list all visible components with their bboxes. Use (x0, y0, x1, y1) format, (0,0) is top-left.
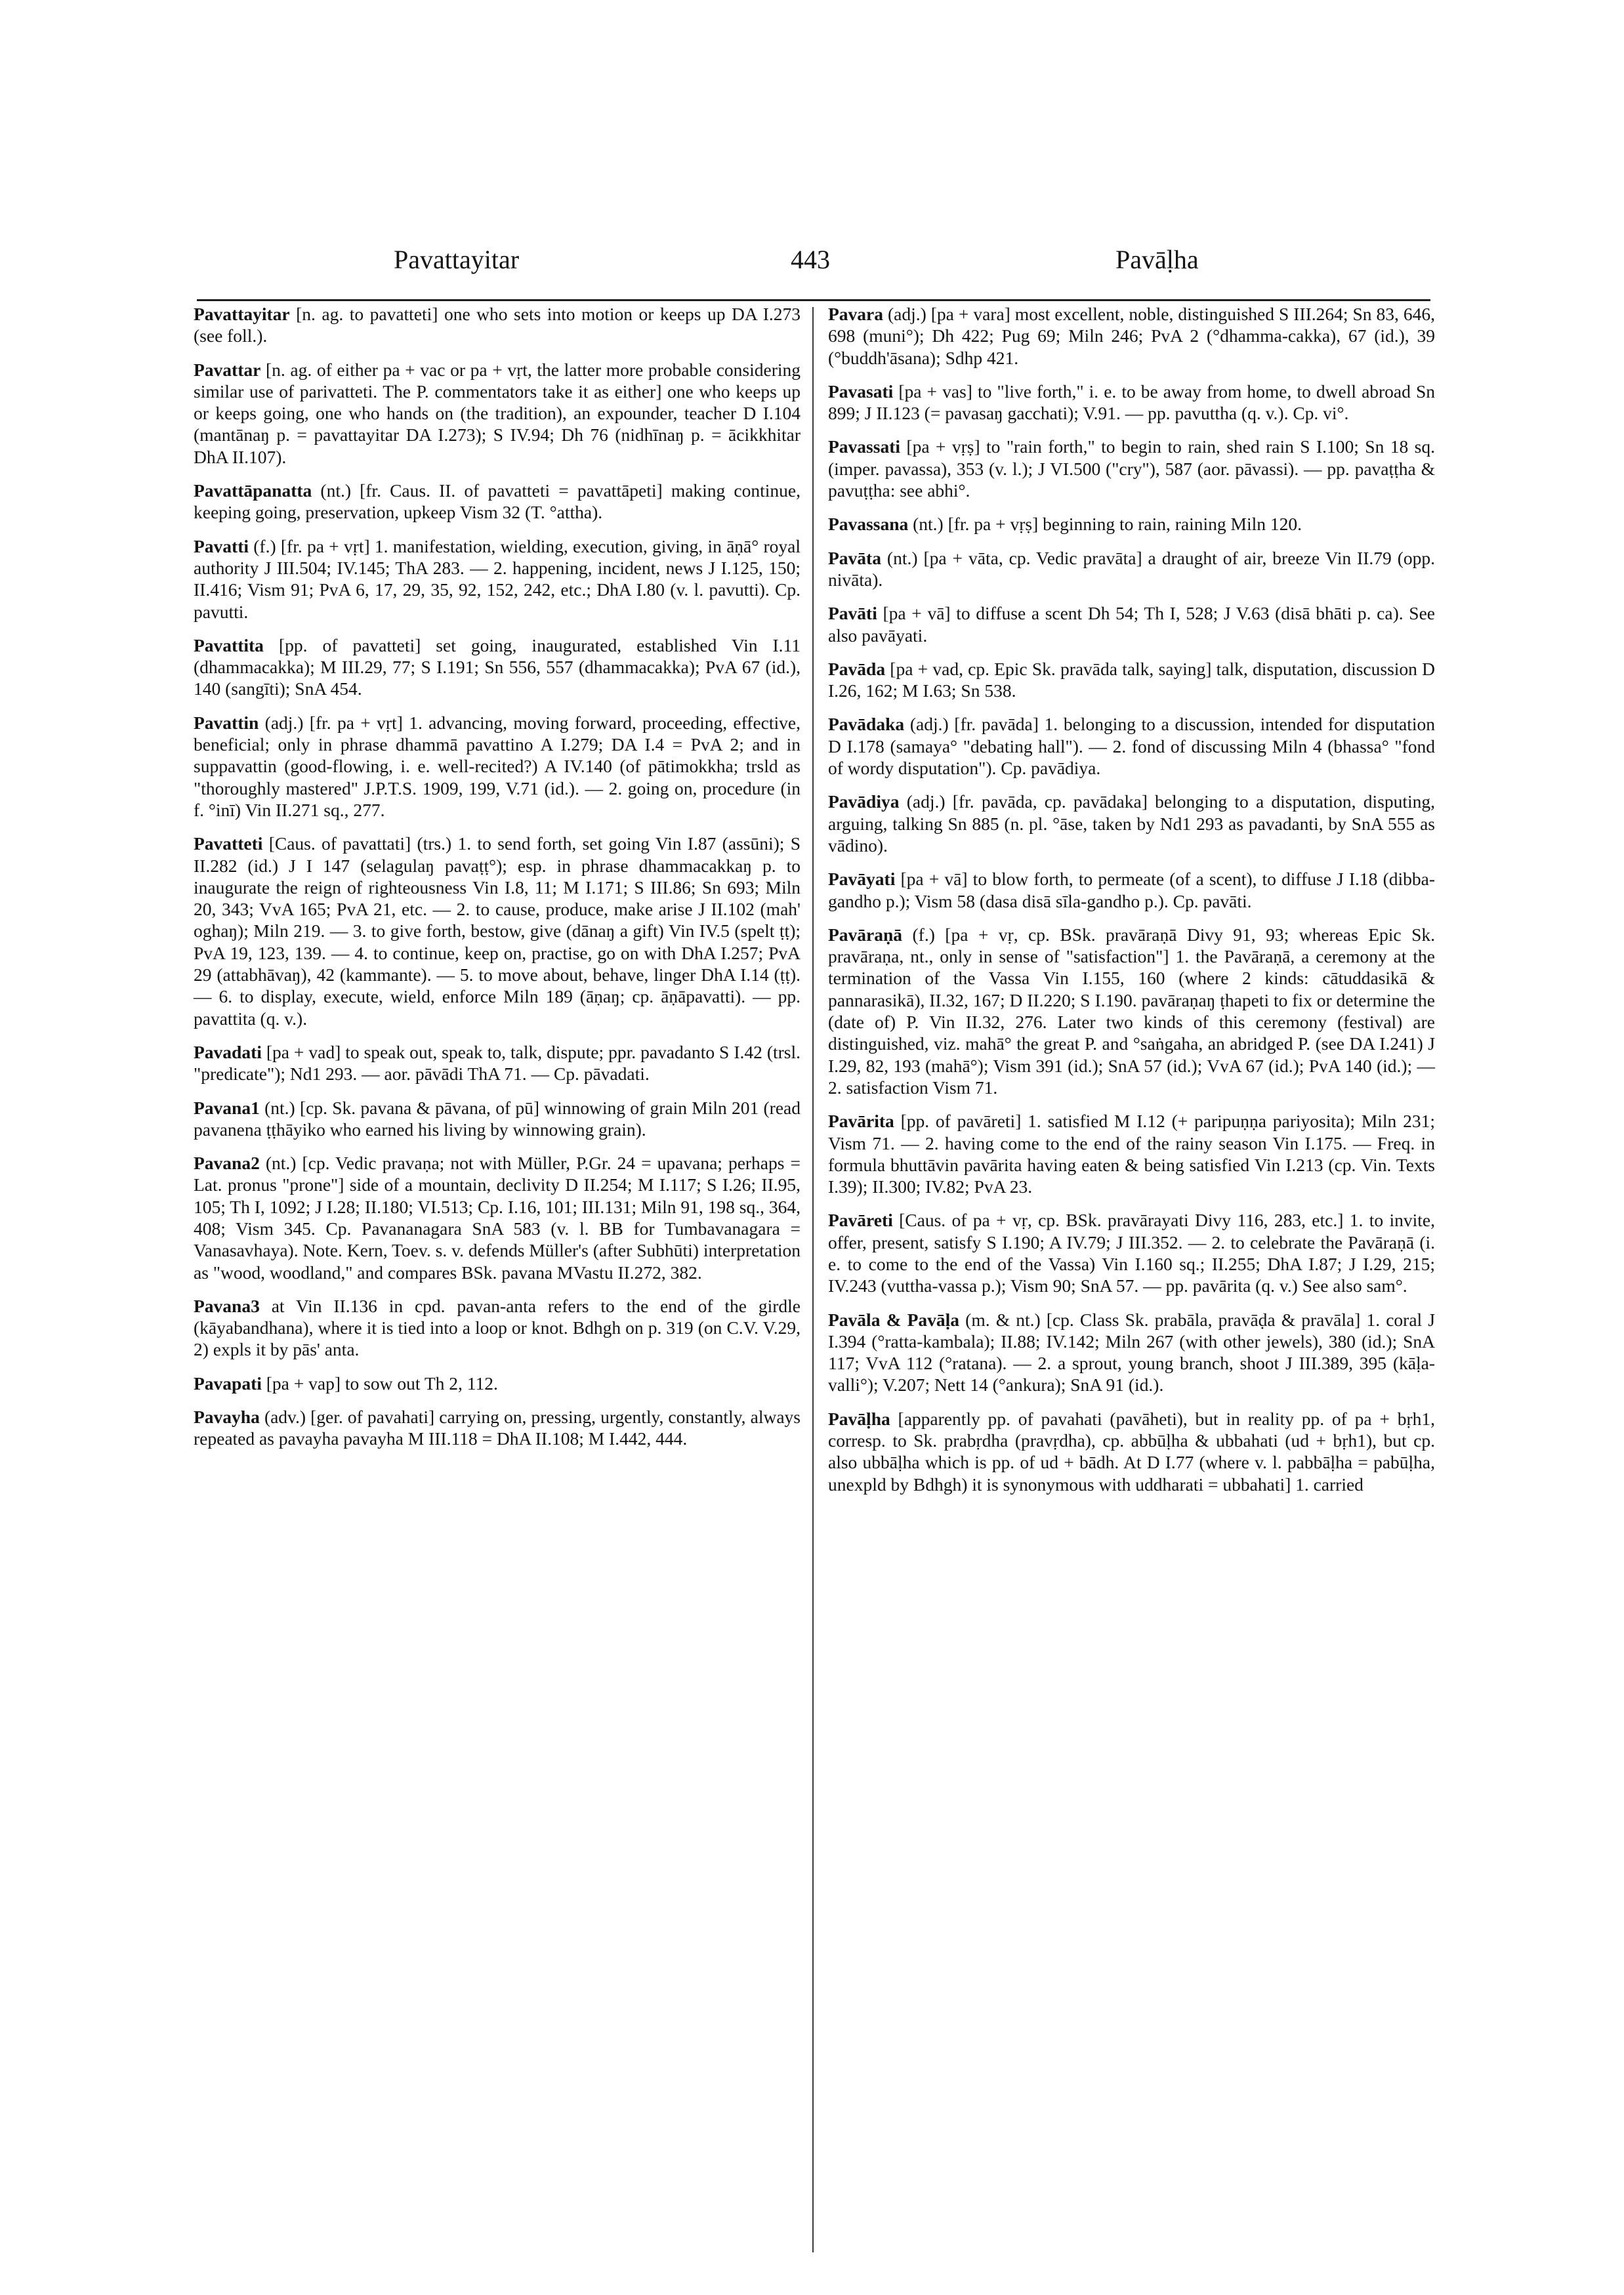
dictionary-entry (828, 436, 1435, 501)
entry-headword: Pavasati (828, 381, 894, 402)
dictionary-entry (194, 480, 801, 524)
entry-headword: Pavassana (828, 514, 909, 535)
entry-headword: Pavāḷha (828, 1408, 890, 1429)
entry-definition: (f.) [fr. pa + vṛt] 1. manifestation, wielding, execution, giving, in āṇā° royal authority J III.504; IV.145; ThA 283. — 2. happening, incident, news J I.125, 150; II.416; Vism 91; PvA 6, 17, 29, 35, 92, 152, 242, etc.; DhA I.80 (v. l. pavutti). Cp. pavutti. (194, 535, 801, 622)
entry-definition: [pp. of pavāreti] 1. satisfied M I.12 (+ paripuṇṇa pariyosita); Miln 231; Vism 71. — 2. having come to the end of the rainy season Vin I.175. — Freq. in formula bhuttāvin pavārita having eaten & being satisfied Vin I.213 (cp. Vin. Texts I.39); II.300; IV.82; PvA 23. (828, 1111, 1435, 1197)
entry-headword: Pavadati (194, 1041, 262, 1062)
entry-definition: [Caus. of pavattati] (trs.) 1. to send forth, set going Vin I.87 (assūni); S II.282 (id.) J I 147 (selagulaŋ pavaṭṭ°); esp. in phrase dhammacakkaŋ p. to inaugurate the reign of righteousness Vin I.8, 11; M I.171; S III.86; Sn 693; Miln 20, 343; VvA 165; PvA 21, etc. — 2. to cause, produce, make arise J II.102 (mah' oghaŋ); Miln 219. — 3. to give forth, bestow, give (dānaŋ a gift) Vin IV.5 (spelt ṭṭ); PvA 19, 123, 139. — 4. to continue, keep on, practise, go on with DhA I.257; PvA 29 (attabhāvaŋ), 42 (kammante). — 5. to move about, behave, linger DhA I.14 (ṭṭ). — 6. to display, execute, wield, enforce Miln 189 (āṇaŋ; cp. āṇāpavatti). — pp. pavattita (q. v.). (194, 833, 801, 1029)
dictionary-entry (828, 1209, 1435, 1296)
entry-definition: at Vin II.136 in cpd. pavan-anta refers to the end of the girdle (kāyabandhana), where it is tied into a loop or knot. Bdhgh on p. 319 (on C.V. V.29, 2) expls it by pās' anta. (194, 1295, 801, 1360)
running-head-left: Pavattayitar (394, 245, 520, 274)
running-head-right: Pavāḷha (1115, 245, 1199, 274)
entry-definition: (nt.) [cp. Vedic pravaṇa; not with Müller, P.Gr. 24 = upavana; perhaps = Lat. pronus "prone"] side of a mountain, declivity D II.254; M I.117; S I.26; II.95, 105; Th I, 1092; J I.28; II.180; VI.513; Cp. I.16, 101; III.131; Miln 91, 198 sq., 364, 408; Vism 345. Cp. Pavananagara SnA 583 (v. l. BB for Tumbavanagara = Vanasavhaya). Note. Kern, Toev. s. v. defends Müller's (after Subhūti) interpretation as "wood, woodland," and compares BSk. pavana MVastu II.272, 382. (194, 1153, 801, 1283)
dictionary-entry (194, 1406, 801, 1450)
entry-headword: Pavattin (194, 712, 259, 733)
entry-definition: (nt.) [fr. pa + vṛṣ] beginning to rain, raining Miln 120. (908, 514, 1302, 535)
entry-definition: (adj.) [fr. pa + vṛt] 1. advancing, moving forward, proceeding, effective, beneficial; only in phrase dhammā pavattino A I.279; DA I.4 = PvA 2; and in suppavattin (good-flowing, i. e. well-recited?) A IV.140 (of pātimokkha; trsld as "thoroughly mastered" J.P.T.S. 1909, 199, V.71 (id.). — 2. going on, procedure (in f. °inī) Vin II.271 sq., 277. (194, 712, 801, 820)
entry-definition: (nt.) [cp. Sk. pavana & pāvana, of pū] winnowing of grain Miln 201 (read pavanena ṭṭhāyiko who earned his living by winnowing grain). (194, 1097, 801, 1140)
entry-headword: Pavattāpanatta (194, 480, 312, 501)
entry-headword: Pavāyati (828, 869, 896, 890)
entry-headword: Pavara (828, 304, 884, 324)
entry-headword: Pavana2 (194, 1153, 260, 1174)
entry-headword: Pavāta (828, 547, 881, 568)
dictionary-entry (828, 713, 1435, 779)
left-column (194, 303, 801, 1462)
dictionary-entry (828, 1309, 1435, 1396)
dictionary-entry (828, 381, 1435, 424)
entry-headword: Pavattayitar (194, 304, 290, 324)
entry-definition: (adj.) [fr. pavāda, cp. pavādaka] belonging to a disputation, disputing, arguing, talking Sn 885 (n. pl. °āse, taken by Nd1 293 as pavadanti, by SnA 555 as vādino). (828, 791, 1435, 856)
dictionary-entry (194, 1373, 801, 1394)
entry-definition: [apparently pp. of pavahati (pavāheti), but in reality pp. of pa + bṛh1, corresp. to Sk. prabṛdha (pravṛdha), cp. abbūḷha & ubbahati (ud + bṛh1), but cp. also ubbāḷha which is pp. of ud + bādh. At D I.77 (where v. l. pabbāḷha = pabūḷha, unexpld by Bdhgh) it is synonymous with uddharati = ubbahati] 1. carried (828, 1408, 1435, 1495)
entry-definition: [pp. of pavatteti] set going, inaugurated, established Vin I.11 (dhammacakka); M III.29, 77; S I.191; Sn 556, 557 (dhammacakka); PvA 67 (id.), 140 (sangīti); SnA 454. (194, 634, 801, 699)
entry-headword: Pavapati (194, 1373, 262, 1394)
entry-headword: Pavāraṇā (828, 924, 903, 945)
dictionary-entry (828, 602, 1435, 646)
entry-headword: Pavāda (828, 658, 886, 679)
page-number: 443 (791, 245, 830, 274)
entry-headword: Pavana1 (194, 1097, 260, 1118)
entry-definition: (nt.) [fr. Caus. II. of pavatteti = pavattāpeti] making continue, keeping going, preservation, upkeep Vism 32 (T. °attha). (194, 480, 801, 523)
dictionary-entry (828, 924, 1435, 1098)
entry-headword: Pavādaka (828, 714, 905, 735)
entry-headword: Pavāti (828, 603, 877, 624)
dictionary-entry (194, 1097, 801, 1141)
dictionary-entry (194, 1295, 801, 1361)
entry-headword: Pavārita (828, 1111, 894, 1132)
entry-headword: Pavattar (194, 359, 261, 380)
dictionary-entry (828, 303, 1435, 369)
dictionary-entry (194, 1152, 801, 1283)
entry-headword: Pavāreti (828, 1210, 893, 1231)
dictionary-entry (828, 791, 1435, 856)
entry-definition: [n. ag. to pavatteti] one who sets into motion or keeps up DA I.273 (see foll.). (194, 304, 801, 346)
entry-headword: Pavatti (194, 535, 249, 556)
entry-headword: Pavāla & Pavāḷa (828, 1309, 960, 1330)
entry-headword: Pavattita (194, 634, 264, 655)
entry-definition: [pa + vap] to sow out Th 2, 112. (261, 1373, 498, 1394)
entry-headword: Pavatteti (194, 833, 263, 854)
entry-definition: [pa + vad, cp. Epic Sk. pravāda talk, saying] talk, disputation, discussion D I.26, 162; M I.63; Sn 538. (828, 658, 1435, 701)
dictionary-entry (828, 868, 1435, 912)
column-divider (812, 307, 814, 2252)
entry-definition: [pa + vṛṣ] to "rain forth," to begin to rain, shed rain S I.100; Sn 18 sq. (imper. pavassa), 353 (v. l.); J VI.500 ("cry"), 587 (aor. pāvassi). — pp. pavaṭṭha & pavuṭṭha: see abhi°. (828, 436, 1435, 501)
dictionary-entry (194, 535, 801, 623)
entry-definition: [pa + vā] to diffuse a scent Dh 54; Th I, 528; J V.63 (disā bhāti p. ca). See also pavāyati. (828, 603, 1435, 646)
right-column (828, 303, 1435, 1507)
entry-definition: (adj.) [fr. pavāda] 1. belonging to a discussion, intended for disputation D I.178 (samaya° "debating hall"). — 2. fond of discussing Miln 4 (bhassa° "fond of wordy disputation"). Cp. pavādiya. (828, 714, 1435, 779)
entry-definition: (m. & nt.) [cp. Class Sk. prabāla, pravāḍa & pravāla] 1. coral J I.394 (°ratta-kambala); II.88; IV.142; Miln 267 (with other jewels), 380 (id.); SnA 117; VvA 112 (°ratana). — 2. a sprout, young branch, shoot J III.389, 395 (kāḷa-valli°); V.207; Nett 14 (°ankura); SnA 91 (id.). (828, 1309, 1435, 1396)
dictionary-entry (194, 634, 801, 700)
header-rule (197, 299, 1430, 301)
dictionary-entry (828, 1408, 1435, 1495)
dictionary-entry (194, 359, 801, 468)
dictionary-entry (828, 513, 1435, 535)
entry-definition: (nt.) [pa + vāta, cp. Vedic pravāta] a draught of air, breeze Vin II.79 (opp. nivāta). (828, 547, 1435, 590)
entry-headword: Pavana3 (194, 1295, 260, 1316)
entry-definition: [pa + vā] to blow forth, to permeate (of a scent), to diffuse J I.18 (dibba-gandho p.); Vism 58 (dasa disā sīla-gandho p.). Cp. pavāti. (828, 869, 1435, 911)
dictionary-entry (828, 1110, 1435, 1197)
dictionary-entry (194, 303, 801, 347)
entry-definition: [pa + vad] to speak out, speak to, talk, dispute; ppr. pavadanto S I.42 (trsl. "predicate"); Nd1 293. — aor. pāvādi ThA 71. — Cp. pāvadati. (194, 1041, 801, 1085)
entry-definition: (adj.) [pa + vara] most excellent, noble, distinguished S III.264; Sn 83, 646, 698 (muni°); Dh 422; Pug 69; Miln 246; PvA 2 (°dhamma-cakka), 67 (id.), 39 (°buddh'āsana); Sdhp 421. (828, 304, 1435, 368)
dictionary-entry (194, 833, 801, 1029)
dictionary-entry (828, 658, 1435, 702)
entry-definition: (f.) [pa + vṛ, cp. BSk. pravāraṇā Divy 91, 93; whereas Epic Sk. pravāraṇa, nt., only in sense of "satisfaction"] 1. the Pavāraṇā, a ceremony at the termination of the Vassa Vin I.155, 160 (where 2 kinds: cātuddasikā & pannarasikā), II.32, 167; D II.220; S I.190. pavāraṇaŋ ṭhapeti to fix or determine the (date of) P. Vin II.32, 276. Later two kinds of this ceremony (festival) are distinguished, viz. mahā° the great P. and °saṅgaha, an abridged P. (see DA I.241) J I.29, 82, 193 (mahā°); Vism 391 (id.); SnA 57 (id.); VvA 67 (id.); PvA 140 (id.); — 2. satisfaction Vism 71. (828, 924, 1435, 1098)
entry-definition: [n. ag. of either pa + vac or pa + vṛt, the latter more probable considering similar use of parivatteti. The P. commentators take it as either] one who keeps up or keeps going, one who hands on (the tradition), an expounder, teacher D I.104 (mantānaŋ p. = pavattayitar DA I.273); S IV.94; Dh 76 (nidhīnaŋ p. = ācikkhitar DhA II.107). (194, 359, 801, 467)
entry-definition: [pa + vas] to "live forth," i. e. to be away from home, to dwell abroad Sn 899; J II.123 (= pavasaŋ gacchati); V.91. — pp. pavuttha (q. v.). Cp. vi°. (828, 381, 1435, 424)
entry-headword: Pavādiya (828, 791, 900, 812)
entry-headword: Pavassati (828, 436, 900, 457)
entry-definition: [Caus. of pa + vṛ, cp. BSk. pravārayati Divy 116, 283, etc.] 1. to invite, offer, present, satisfy S I.190; A IV.79; J III.352. — 2. to celebrate the Pavāraṇā (i. e. to come to the end of the Vassa) Vin I.160 sq.; II.255; DhA I.87; J I.29, 215; IV.243 (vuttha-vassa p.); Vism 90; SnA 57. — pp. pavārita (q. v.) See also sam°. (828, 1210, 1435, 1296)
dictionary-entry (194, 1041, 801, 1085)
entry-headword: Pavayha (194, 1407, 260, 1428)
dictionary-entry (828, 547, 1435, 591)
entry-definition: (adv.) [ger. of pavahati] carrying on, pressing, urgently, constantly, always repeated as pavayha pavayha M III.118 = DhA II.108; M I.442, 444. (194, 1407, 801, 1449)
dictionary-entry (194, 712, 801, 821)
